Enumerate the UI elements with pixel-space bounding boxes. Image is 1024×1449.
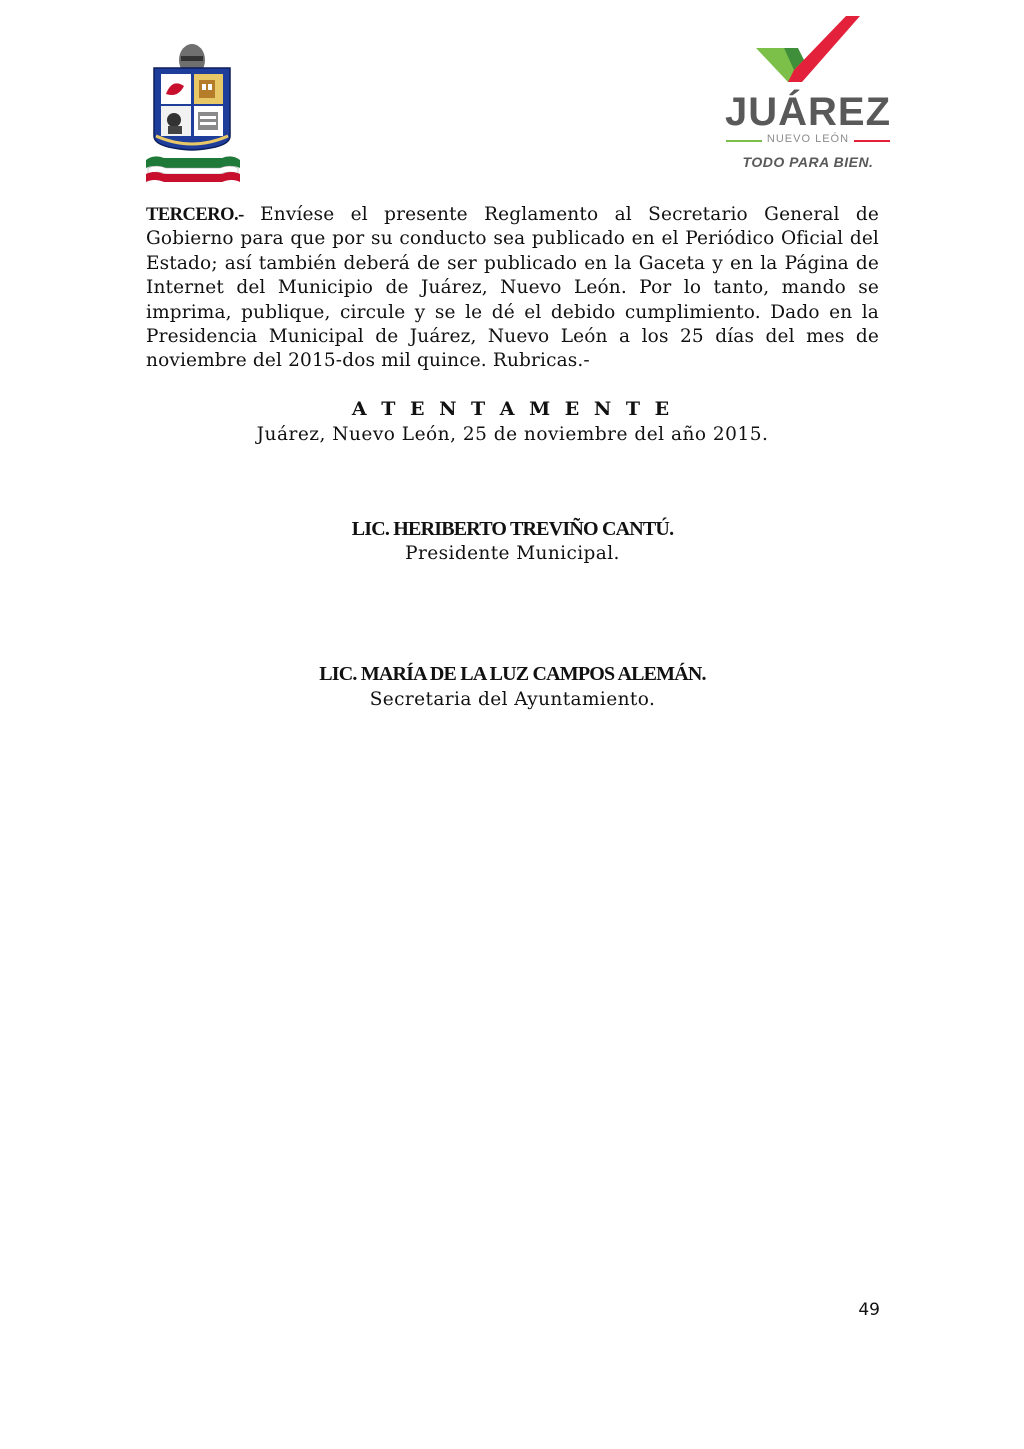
tercero-paragraph: [146, 203, 879, 374]
signature-role-president: Presidente Municipal.: [405, 543, 620, 564]
banner-icon: [146, 156, 240, 182]
paragraph-lead: TERCERO.-: [146, 205, 244, 225]
paragraph-body: Envíese el presente Reglamento al Secretario General de Gobierno para que por su conducto sea publicado en el Periódico Oficial del Estado; así también deberá de ser publicado en la Gaceta y en la Página de Internet del Municipio de Juárez, Nuevo León. Por lo tanto, mando se imprima, publique, circule y se le dé el debido cumplimiento. Dado en la Presidencia Municipal de Juárez, Nuevo León a los 25 días del mes de noviembre del 2015-dos mil quince. Rubricas.-: [146, 204, 879, 372]
municipal-coat-of-arms-icon: [144, 36, 242, 184]
closing-heading: A T E N T A M E N T E: [351, 398, 674, 420]
closing-place-date: Juárez, Nuevo León, 25 de noviembre del año 2015.: [256, 424, 769, 445]
signature-name-president: LIC. HERIBERTO TREVIÑO CANTÚ.: [351, 518, 674, 540]
brand-subtitle: NUEVO LEÓN: [766, 133, 850, 145]
brand-name: JUÁREZ: [724, 90, 892, 134]
juarez-brand-logo: [718, 14, 898, 174]
signature-role-secretary: Secretaria del Ayuntamiento.: [369, 689, 656, 710]
signature-name-secretary: LIC. MARÍA DE LA LUZ CAMPOS ALEMÁN.: [319, 663, 706, 685]
brand-rule-left: [726, 140, 762, 142]
brand-rule-right: [854, 140, 890, 142]
checkmark-logo-icon: [750, 14, 862, 84]
page-number: 49: [858, 1300, 880, 1320]
brand-tagline: TODO PARA BIEN.: [742, 154, 874, 170]
